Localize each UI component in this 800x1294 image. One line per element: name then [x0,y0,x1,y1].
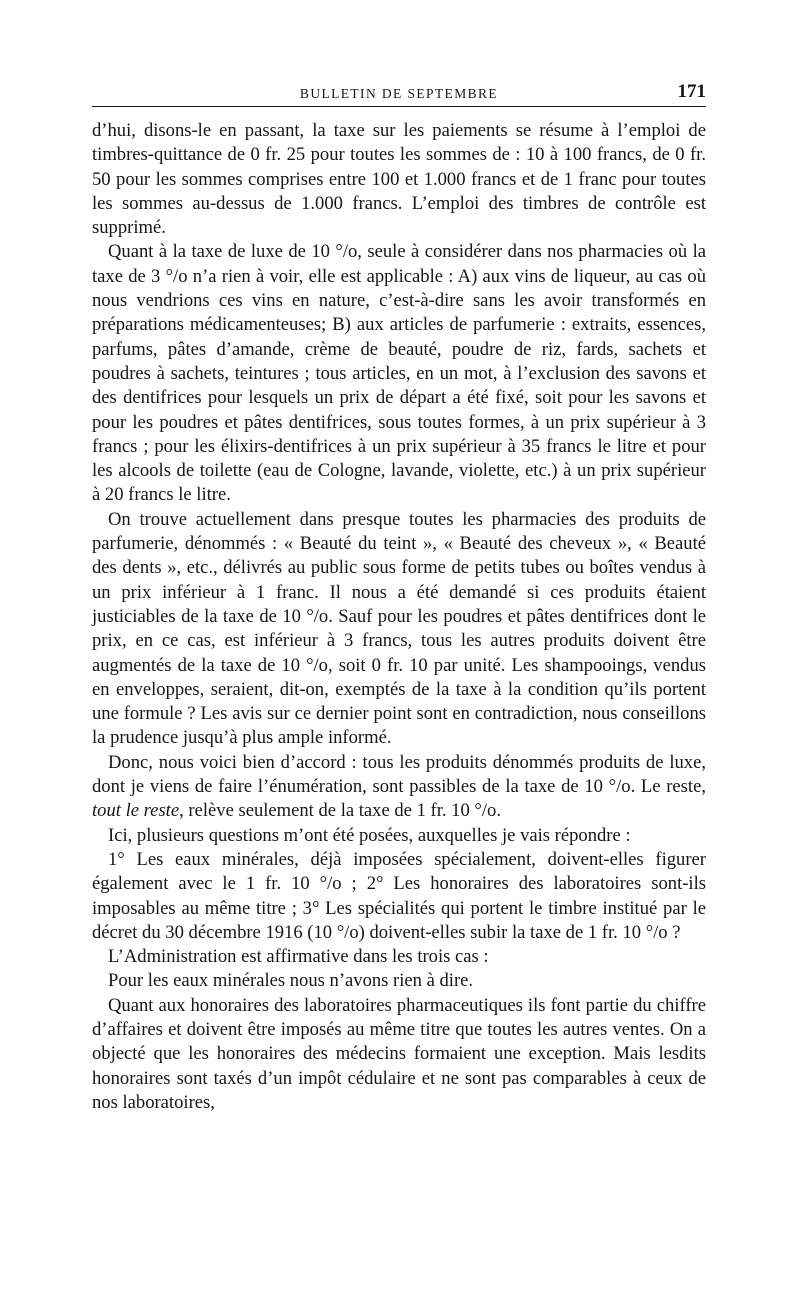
body-text [92,119,706,1115]
page [92,80,706,1115]
paragraph-laboratory-fees: Quant aux honoraires des laboratoires pharmaceutiques ils font partie du chiffre d’affaires et doivent être imposés au même titre que toutes les autres ventes. On a objecté que les honoraires des médecins formaient une exception. Mais lesdits honoraires sont taxés d’un impôt cédulaire et ne sont pas comparables à ceux de nos laboratoires, [92,994,706,1113]
agreement-text-end: , relève seulement de la taxe de 1 fr. 10 °/o. [179,800,501,822]
header-title: BULLETIN DE SEPTEMBRE [299,86,499,101]
paragraph-agreement [92,751,706,824]
paragraph-continuation: d’hui, disons-le en passant, la taxe sur les paiements se résume à l’emploi de timbres-quittance de 0 fr. 25 pour toutes les sommes de : 10 à 100 francs, de 0 fr. 50 pour les sommes comprises entre 100 et 1.000 francs et de 1 franc pour toutes les sommes au-dessus de 1.000 francs. L’emploi des timbres de contrôle est supprimé. [92,120,706,239]
paragraph-mineral-waters: Pour les eaux minérales nous n’avons rien à dire. [108,970,474,992]
page-number: 171 [677,81,706,102]
paragraph-questions: 1° Les eaux minérales, déjà imposées spécialement, doivent-elles figurer également avec le 1 fr. 10 °/o ; 2° Les honoraires des laboratoires sont-ils imposables au même titre ; 3° Les spécialités qui portent le timbre institué par le décret du 30 décembre 1916 (10 °/o) doivent-elles subir la taxe de 1 fr. 10 °/o ? [92,848,706,943]
paragraph-administration: L’Administration est affirmative dans les trois cas : [108,946,489,968]
running-header [92,80,706,107]
paragraph-questions-intro: Ici, plusieurs questions m’ont été posées, auxquelles je vais répondre : [108,824,631,846]
paragraph-luxury-tax: Quant à la taxe de luxe de 10 °/o, seule à considérer dans nos pharmacies où la taxe de 3 °/o n’a rien à voir, elle est applicable : A) aux vins de liqueur, au cas où nous vendrions ces vins en nature, c’est-à-dire sans les avoir transformés en préparations médicamenteuses; B) aux articles de parfumerie : extraits, essences, parfums, pâtes d’amande, crème de beauté, poudre de riz, fards, sachets et poudres à sachets, teintures ; tous articles, en un mot, à l’exclusion des savons et des dentifrices pour lesquels un prix de départ a été fixé, soit pour les savons et pour les poudres et pâtes dentifrices, sous toutes formes, à un prix supérieur à 3 francs ; pour les élixirs-dentifrices à un prix supérieur à 35 francs le litre et pour les alcools de toilette (eau de Cologne, lavande, violette, etc.) à un prix supérieur à 20 francs le litre. [92,241,706,506]
agreement-emphasis: tout le reste [92,800,180,822]
paragraph-perfume-products: On trouve actuellement dans presque toutes les pharmacies des produits de parfumerie, dénommés : « Beauté du teint », « Beauté des cheveux », « Beauté des dents », etc., délivrés au public sous forme de petits tubes ou boîtes vendus à un prix inférieur à 1 franc. Il nous a été demandé si ces produits étaient justiciables de la taxe de 10 °/o. Sauf pour les poudres et pâtes dentifrices dont le prix, en ce cas, est inférieur à 3 francs, tous les autres produits doivent être augmentés de la taxe de 10 °/o, soit 0 fr. 10 par unité. Les shampooings, vendus en enveloppes, seraient, dit-on, exemptés de la taxe à la condition qu’ils portent une formule ? Les avis sur ce dernier point sont en contradiction, nous conseillons la prudence jusqu’à plus ample informé. [92,508,706,749]
agreement-text-start: Donc, nous voici bien d’accord : tous les produits dénommés produits de luxe, dont je viens de faire l’énumération, sont passibles de la taxe de 10 °/o. Le reste, [92,751,706,798]
